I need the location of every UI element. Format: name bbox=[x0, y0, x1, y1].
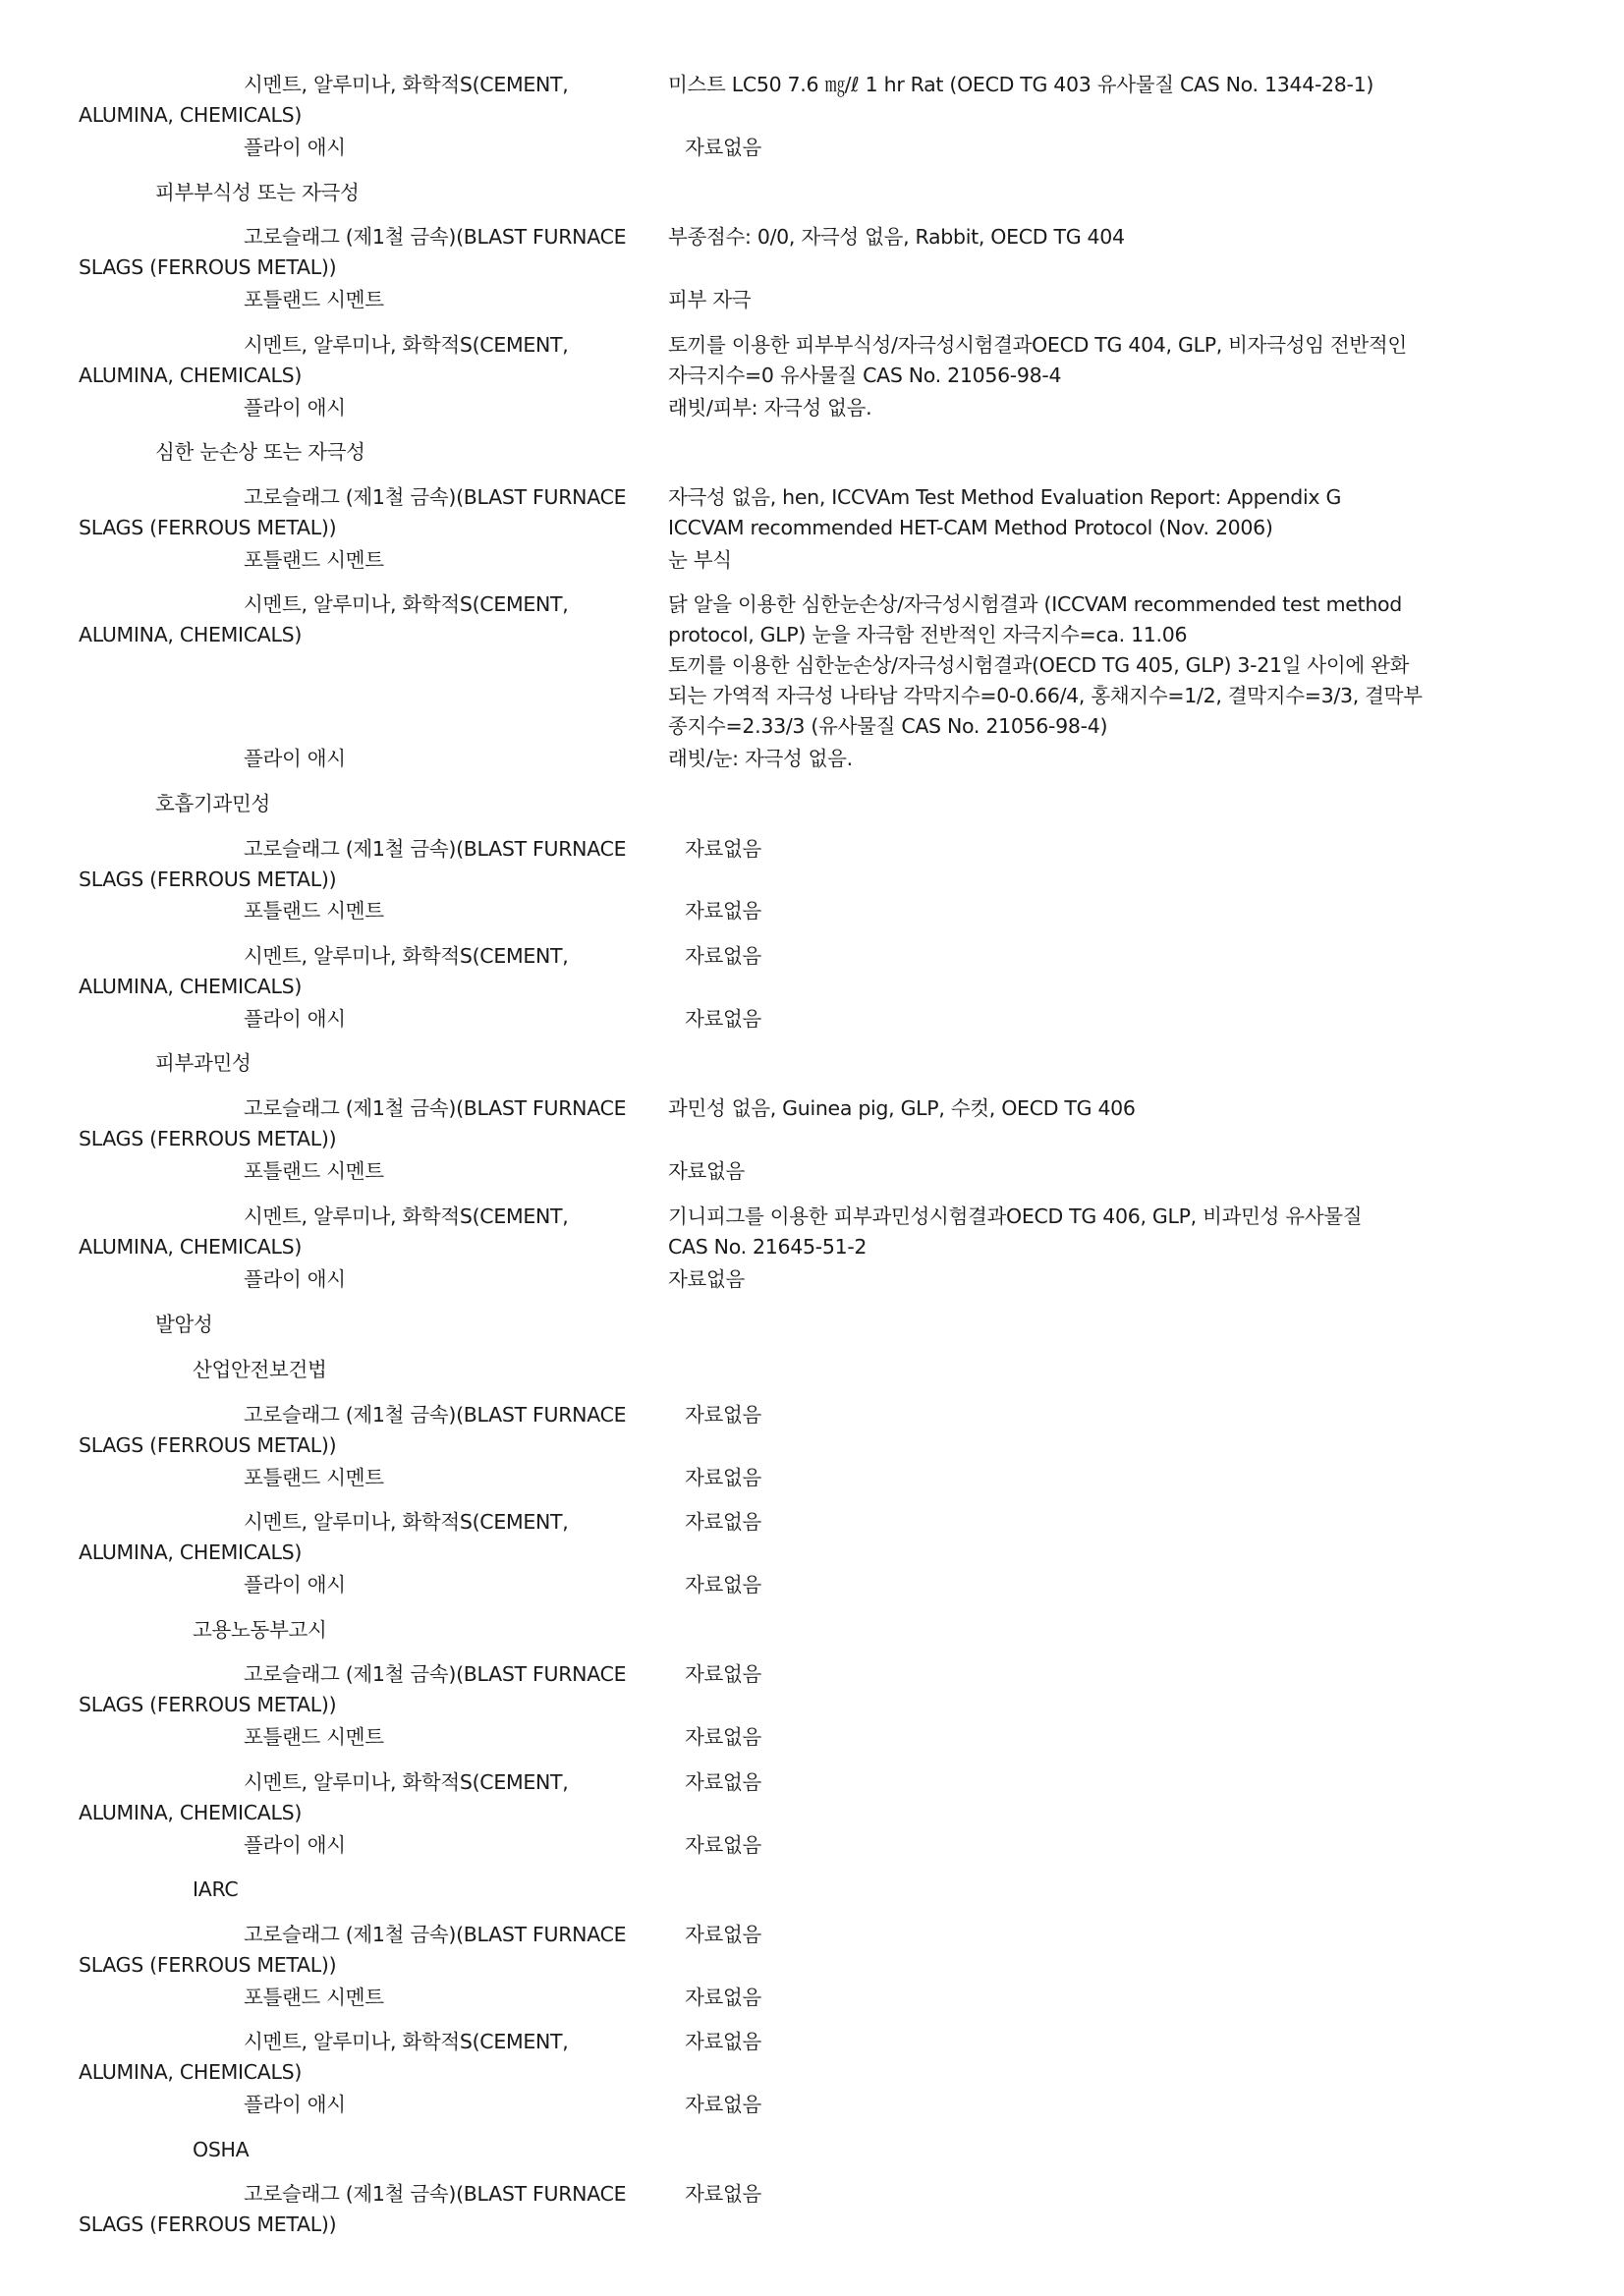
skin-value: 토끼를 이용한 피부부식성/자극성시험결과OECD TG 404, GLP, 비자극성임 전반적인 자극지수=0 유사물질 CAS No. 21056-98-4 bbox=[668, 333, 1407, 387]
carc-value: 자료없음 bbox=[685, 1573, 762, 1596]
substance-name: 고로슬래그 (제1철 금속)(BLAST FURNACE SLAGS (FERROUS METAL)) bbox=[79, 485, 627, 539]
substance-name: 플라이 애시 bbox=[244, 1833, 346, 1857]
substance-name: 시멘트, 알루미나, 화학적S(CEMENT, ALUMINA, CHEMICALS) bbox=[79, 1510, 569, 1564]
carc-value: 자료없음 bbox=[685, 1725, 762, 1749]
substance-name: 시멘트, 알루미나, 화학적S(CEMENT, ALUMINA, CHEMICALS) bbox=[79, 1204, 569, 1259]
skin-value: 피부 자극 bbox=[668, 288, 752, 311]
substance-name: 포틀랜드 시멘트 bbox=[244, 1986, 384, 2009]
substance-name: 포틀랜드 시멘트 bbox=[244, 1725, 384, 1749]
substance-name: 플라이 애시 bbox=[244, 747, 346, 770]
section-heading-carcinogenicity: 발암성 bbox=[155, 1313, 213, 1336]
eye-value: 래빗/눈: 자극성 없음. bbox=[668, 747, 853, 770]
substance-name: 시멘트, 알루미나, 화학적S(CEMENT, ALUMINA, CHEMICALS) bbox=[79, 2030, 569, 2084]
skin-sens-value: 기니피그를 이용한 피부과민성시험결과OECD TG 406, GLP, 비과민성 유사물질 CAS No. 21645-51-2 bbox=[668, 1204, 1363, 1259]
substance-name: 고로슬래그 (제1철 금속)(BLAST FURNACE SLAGS (FERROUS METAL)) bbox=[79, 1403, 627, 1457]
skin-value: 래빗/피부: 자극성 없음. bbox=[668, 396, 872, 420]
section-heading-eye-damage: 심한 눈손상 또는 자극성 bbox=[155, 440, 365, 464]
substance-name: 플라이 애시 bbox=[244, 1573, 346, 1596]
substance-name: 포틀랜드 시멘트 bbox=[244, 548, 384, 572]
resp-value: 자료없음 bbox=[685, 899, 762, 923]
substance-name: 플라이 애시 bbox=[244, 396, 346, 420]
substance-name: 시멘트, 알루미나, 화학적S(CEMENT, ALUMINA, CHEMICALS) bbox=[79, 333, 569, 387]
substance-name: 시멘트, 알루미나, 화학적S(CEMENT, ALUMINA, CHEMICALS) bbox=[79, 944, 569, 998]
substance-name: 고로슬래그 (제1철 금속)(BLAST FURNACE SLAGS (FERROUS METAL)) bbox=[79, 1096, 627, 1150]
section-heading-skin-corrosion: 피부부식성 또는 자극성 bbox=[155, 181, 360, 204]
carc-value: 자료없음 bbox=[685, 2093, 762, 2116]
skin-value: 부종점수: 0/0, 자극성 없음, Rabbit, OECD TG 404 bbox=[668, 225, 1125, 249]
substance-name: 포틀랜드 시멘트 bbox=[244, 1159, 384, 1183]
substance-name: 플라이 애시 bbox=[244, 1267, 346, 1291]
carc-value: 자료없음 bbox=[685, 1923, 762, 1946]
substance-name: 플라이 애시 bbox=[244, 2093, 346, 2116]
substance-name: 시멘트, 알루미나, 화학적S(CEMENT, ALUMINA, CHEMICALS) bbox=[79, 592, 569, 646]
substance-name: 플라이 애시 bbox=[244, 136, 346, 159]
carc-value: 자료없음 bbox=[685, 1770, 762, 1794]
substance-name: 고로슬래그 (제1철 금속)(BLAST FURNACE SLAGS (FERROUS METAL)) bbox=[79, 1662, 627, 1716]
skin-sens-value: 자료없음 bbox=[668, 1267, 746, 1291]
carc-value: 자료없음 bbox=[685, 1833, 762, 1857]
subheading-iarc: IARC bbox=[193, 1877, 239, 1901]
substance-name: 포틀랜드 시멘트 bbox=[244, 288, 384, 311]
substance-name: 시멘트, 알루미나, 화학적S(CEMENT, ALUMINA, CHEMICALS) bbox=[79, 1770, 569, 1824]
eye-value: 눈 부식 bbox=[668, 548, 732, 572]
inhalation-value: 미스트 LC50 7.6 ㎎/ℓ 1 hr Rat (OECD TG 403 유사물질 CAS No. 1344-28-1) bbox=[668, 73, 1374, 96]
resp-value: 자료없음 bbox=[685, 944, 762, 968]
eye-value: 자극성 없음, hen, ICCVAm Test Method Evaluation Report: Appendix G ICCVAM recommended HET-CAM Method Protocol (Nov. 2006) bbox=[668, 485, 1342, 539]
substance-name: 고로슬래그 (제1철 금속)(BLAST FURNACE SLAGS (FERROUS METAL)) bbox=[79, 837, 627, 891]
resp-value: 자료없음 bbox=[685, 837, 762, 861]
substance-name: 고로슬래그 (제1철 금속)(BLAST FURNACE SLAGS (FERROUS METAL)) bbox=[79, 1923, 627, 1977]
substance-name: 포틀랜드 시멘트 bbox=[244, 1466, 384, 1489]
substance-name: 고로슬래그 (제1철 금속)(BLAST FURNACE SLAGS (FERROUS METAL)) bbox=[79, 2182, 627, 2236]
carc-value: 자료없음 bbox=[685, 2182, 762, 2206]
substance-name: 고로슬래그 (제1철 금속)(BLAST FURNACE SLAGS (FERROUS METAL)) bbox=[79, 225, 627, 279]
inhalation-value: 자료없음 bbox=[685, 136, 762, 159]
skin-sens-value: 과민성 없음, Guinea pig, GLP, 수컷, OECD TG 406 bbox=[668, 1096, 1136, 1120]
subheading-osha: OSHA bbox=[193, 2138, 250, 2161]
skin-sens-value: 자료없음 bbox=[668, 1159, 746, 1183]
subheading-osha-act: 산업안전보건법 bbox=[193, 1358, 327, 1381]
resp-value: 자료없음 bbox=[685, 1007, 762, 1031]
eye-value: 닭 알을 이용한 심한눈손상/자극성시험결과 (ICCVAM recommended test method protocol, GLP) 눈을 자극함 전반적인 자극지수=ca. 11.06 토끼를 이용한 심한눈손상/자극성시험결과(OECD TG 405, GLP) 3-21일 사이에 완화 되는 가역적 자극성 나타남 각막지수=0-0.66/4, 홍채지수=1/2, 결막지수=3/3, 결막부 종지수=2.33/3 (유사물질 CAS No. 21056-98-4) bbox=[668, 592, 1423, 738]
carc-value: 자료없음 bbox=[685, 1510, 762, 1534]
carc-value: 자료없음 bbox=[685, 2030, 762, 2053]
substance-name: 플라이 애시 bbox=[244, 1007, 346, 1031]
substance-name: 시멘트, 알루미나, 화학적S(CEMENT, ALUMINA, CHEMICALS) bbox=[79, 73, 569, 127]
carc-value: 자료없음 bbox=[685, 1662, 762, 1686]
section-heading-skin-sensitization: 피부과민성 bbox=[155, 1051, 252, 1075]
carc-value: 자료없음 bbox=[685, 1403, 762, 1427]
carc-value: 자료없음 bbox=[685, 1466, 762, 1489]
carc-value: 자료없음 bbox=[685, 1986, 762, 2009]
subheading-moel: 고용노동부고시 bbox=[193, 1618, 327, 1642]
section-heading-resp-sensitization: 호흡기과민성 bbox=[155, 792, 271, 815]
substance-name: 포틀랜드 시멘트 bbox=[244, 899, 384, 923]
